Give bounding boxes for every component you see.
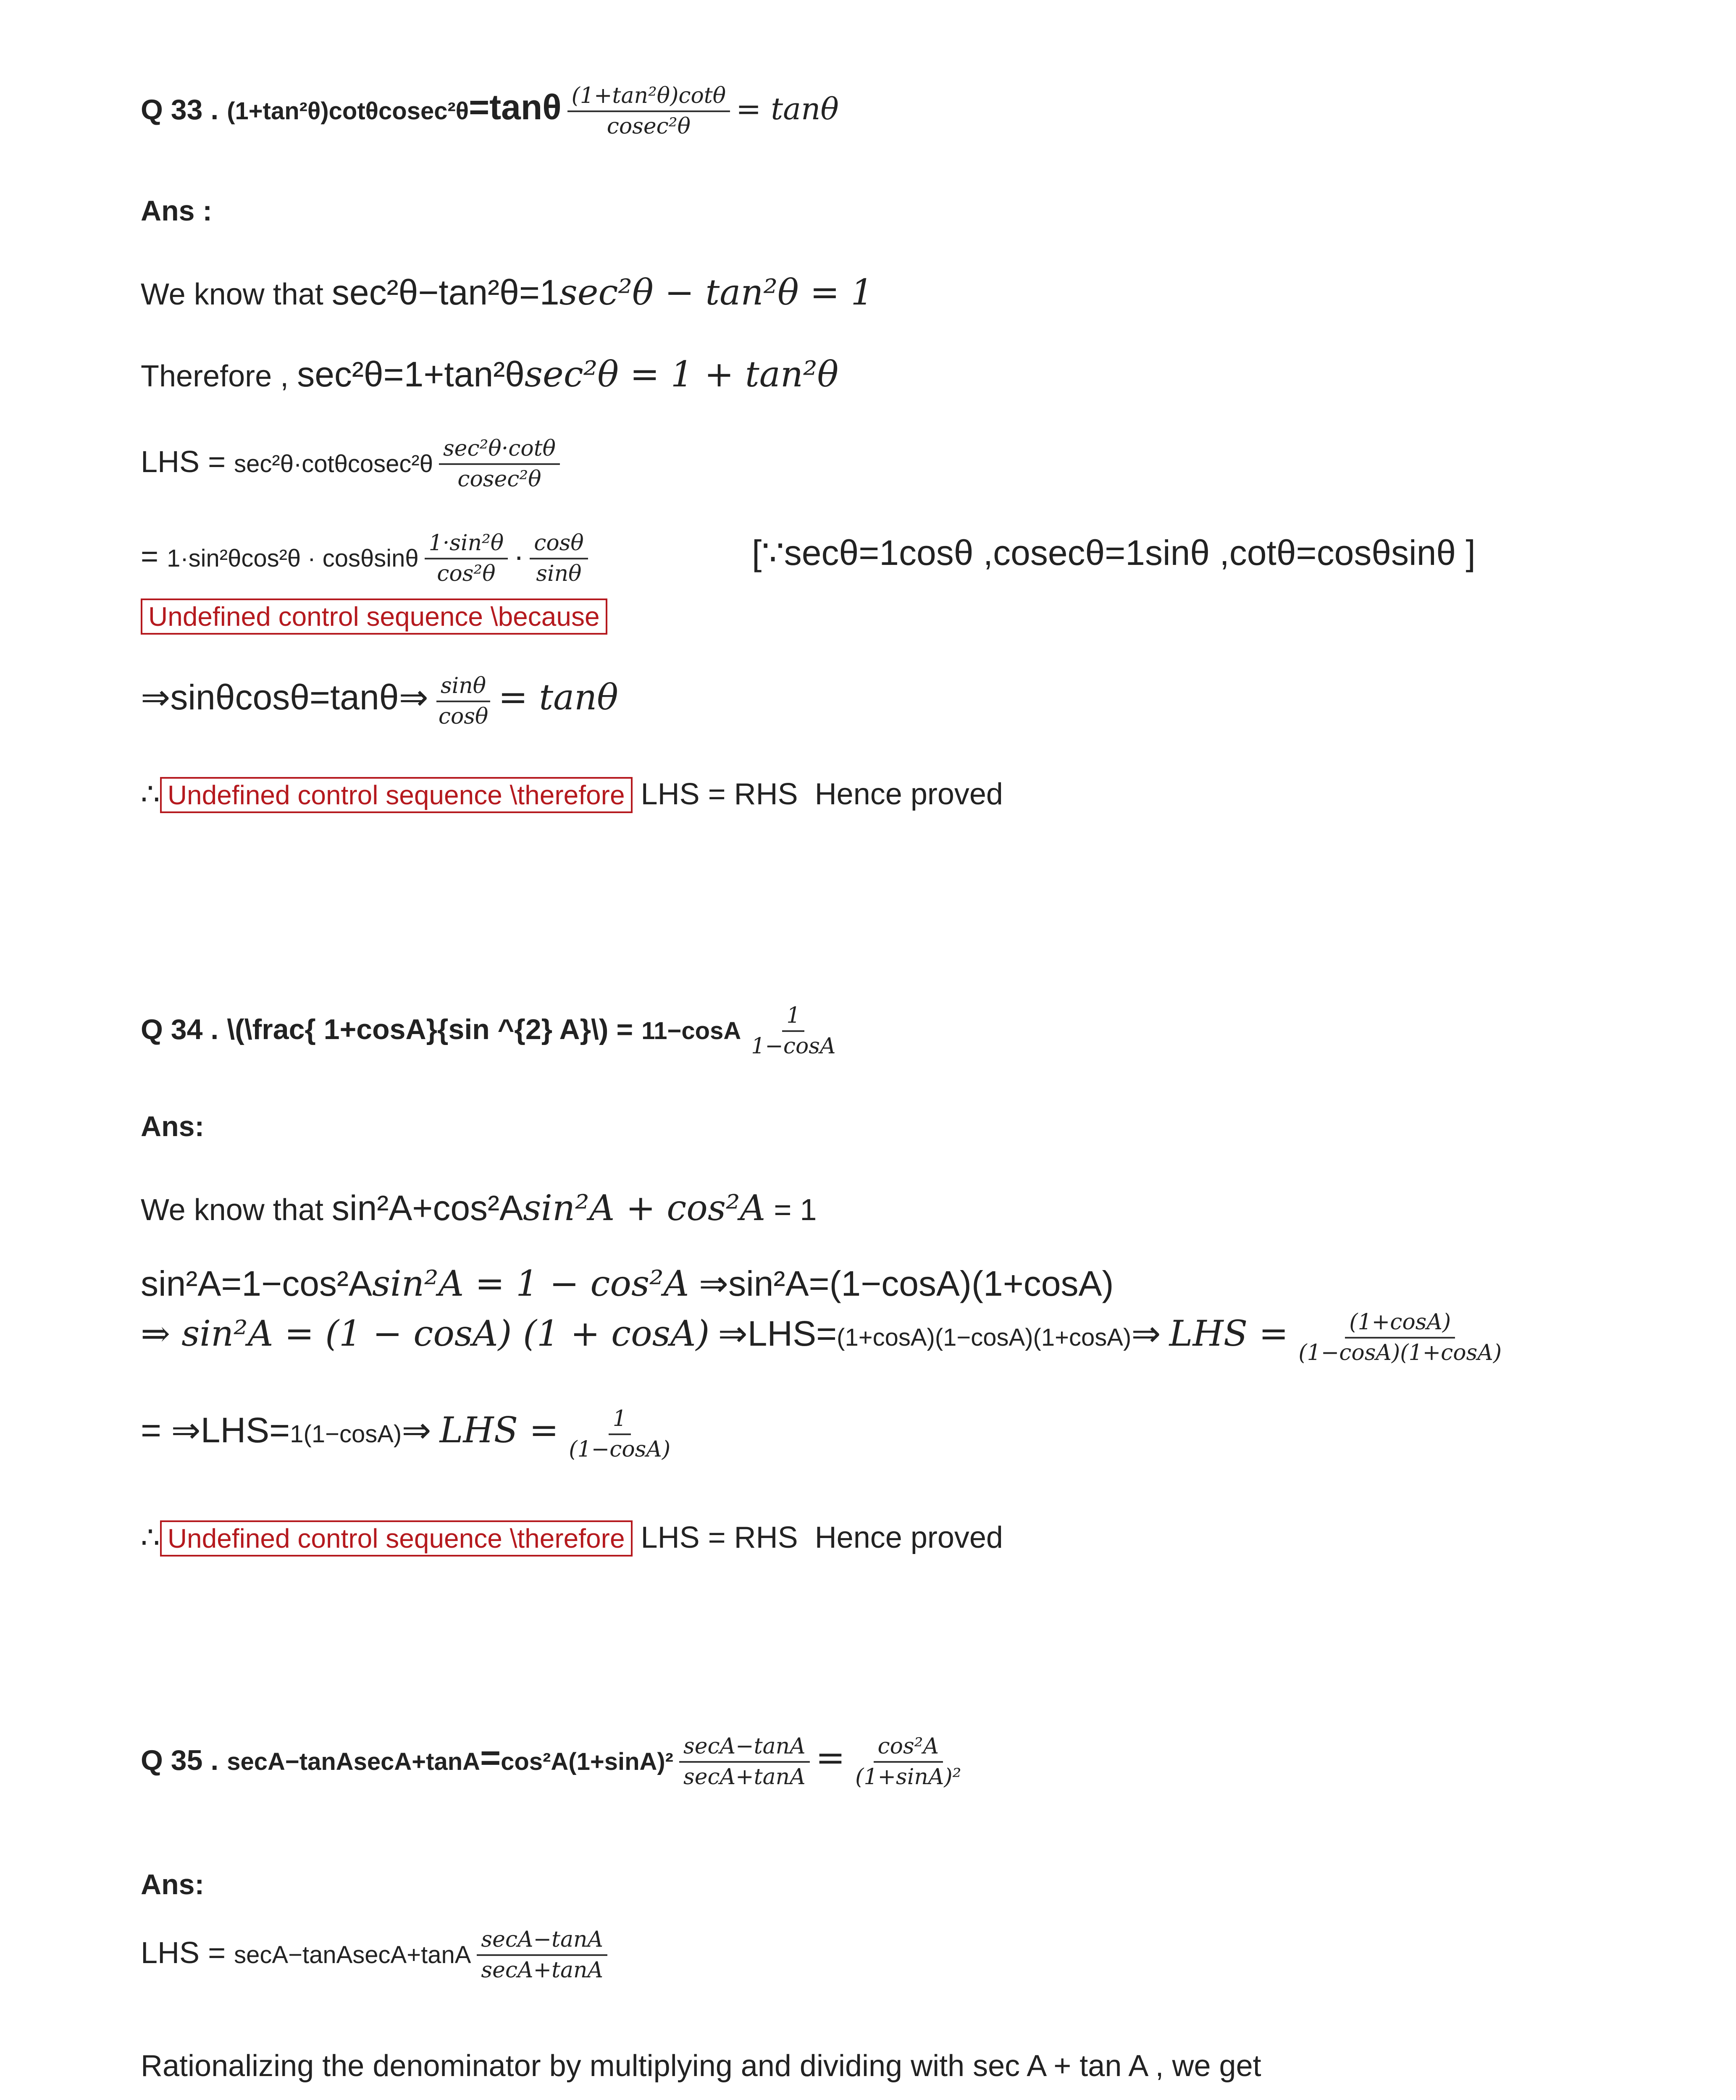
error-box-therefore: Undefined control sequence \therefore [160, 1520, 633, 1557]
q33-error-because [141, 598, 607, 635]
q33-label: Q 33 . [141, 94, 219, 126]
q35-lhs-line: LHS = secA−tanAsecA+tanA $\frac{\sec A-\tan A}{\sec A+\tan A}$ [141, 1928, 613, 1982]
q34-ans: Ans: [141, 1110, 205, 1142]
q33-heading [141, 84, 839, 139]
q33-eq: =tanθ [469, 87, 562, 127]
q34-fraction: $\frac{1}{1-\cos A}$ [751, 1003, 836, 1059]
error-box-therefore: Undefined control sequence \therefore [160, 777, 633, 813]
q35-rationalizing: Rationalizing the denominator by multiplying and dividing with sec A + tan A , we get [141, 2049, 1261, 2083]
q33-step3-line: ⇒sinθcosθ=tanθ⇒ $\frac{\sin\theta}{\cos\theta}$ = tanθ [141, 673, 618, 730]
q35-label: Q 35 . [141, 1744, 219, 1777]
q33-fraction: $\frac{\text{(1+tan²θ)cotθ}}{\text{cosec²θ}}$ [567, 84, 730, 139]
q34-line2: ⇒ sin²A = (1 − cosA) (1 + cosA) ⇒LHS=(1+cosA)(1−cosA)(1+cosA)⇒ LHS = $\frac{(1+\cos A)}{(1-\cos A)(1+\cos A)}$ [141, 1310, 1512, 1365]
q33-ans: Ans : [141, 195, 212, 227]
q34-know-line: We know that sin²A+cos²Asin²A + cos²A = 1 [141, 1187, 817, 1228]
q35-ans: Ans: [141, 1869, 205, 1900]
q34-line2-fraction: $\frac{(1+\cos A)}{(1-\cos A)(1+\cos A)}$ [1298, 1310, 1502, 1366]
q33-step3-fraction: $\frac{\sin\theta}{\cos\theta}$ [434, 674, 492, 729]
q35-heading: Q 35 . secA−tanAsecA+tanA=cos²A(1+sinA)² $\frac{\sec A-\tan A}{\sec A+\tan A}$ = $\frac{\text{cos²A}}{\text{(1+sinA)²}}$ [141, 1735, 972, 1789]
q34-line3: = ⇒LHS=1(1−cosA)⇒ LHS = $\frac{1}{(1-\cos A)}$ [141, 1407, 680, 1462]
q35-lhs-fraction: $\frac{\sec A-\tan A}{\sec A+\tan A}$ [477, 1928, 607, 1982]
q34-heading: Q 34 . \(\frac{ 1+cosA}{sin ^{2} A}\) = 11−cosA $\frac{1}{1-\cos A}$ [141, 1004, 846, 1058]
q35-fraction-1: $\frac{\sec A-\tan A}{\sec A+\tan A}$ [679, 1735, 810, 1789]
q34-label: Q 34 . [141, 1013, 219, 1046]
q34-line1: sin²A=1−cos²Asin²A = 1 − cos²A ⇒sin²A=(1−cosA)(1+cosA) [141, 1263, 1114, 1304]
q33-know-line: We know that sec²θ−tan²θ=1sec²θ − tan²θ = 1 [141, 272, 873, 313]
q33-step2-line: = 1·sin²θcos²θ · cosθsinθ $\frac{\text{1·sin²θ}}{\text{cos²θ}}$ · $\frac{\cos\theta}{\sin\theta}$ [141, 531, 594, 586]
q34-line3-fraction: $\frac{1}{(1-\cos A)}$ [569, 1406, 671, 1462]
q33-step2-fraction-1: $\frac{\text{1·sin²θ}}{\text{cos²θ}}$ [425, 531, 508, 586]
error-box-because: Undefined control sequence \because [141, 598, 607, 635]
q33-step2-fraction-2: $\frac{\cos\theta}{\sin\theta}$ [530, 531, 588, 586]
q34-conclusion: ∴ Undefined control sequence \therefore LHS = RHS Hence proved [141, 1520, 1003, 1557]
q35-fraction-2: $\frac{\text{cos²A}}{\text{(1+sinA)²}}$ [855, 1734, 961, 1790]
q33-step2-note: [∵secθ=1cosθ ,cosecθ=1sinθ ,cotθ=cosθsinθ ] [752, 533, 1476, 572]
q33-conclusion: ∴ Undefined control sequence \therefore LHS = RHS Hence proved [141, 777, 1003, 813]
q33-lhs-line: LHS = sec²θ·cotθcosec²θ $\frac{\text{sec²θ·cotθ}}{\text{cosec²θ}}$ [141, 437, 566, 491]
q33-rhs: = tanθ [736, 91, 839, 127]
q33-lhs-fraction: $\frac{\text{sec²θ·cotθ}}{\text{cosec²θ}}$ [439, 437, 560, 491]
q34-text: \(\frac{ 1+cosA}{sin ^{2} A}\) = [227, 1013, 633, 1046]
q33-text: (1+tan²θ)cotθcosec²θ [227, 97, 469, 125]
q33-therefore-line: Therefore , sec²θ=1+tan²θsec²θ = 1 + tan²θ [141, 354, 839, 395]
